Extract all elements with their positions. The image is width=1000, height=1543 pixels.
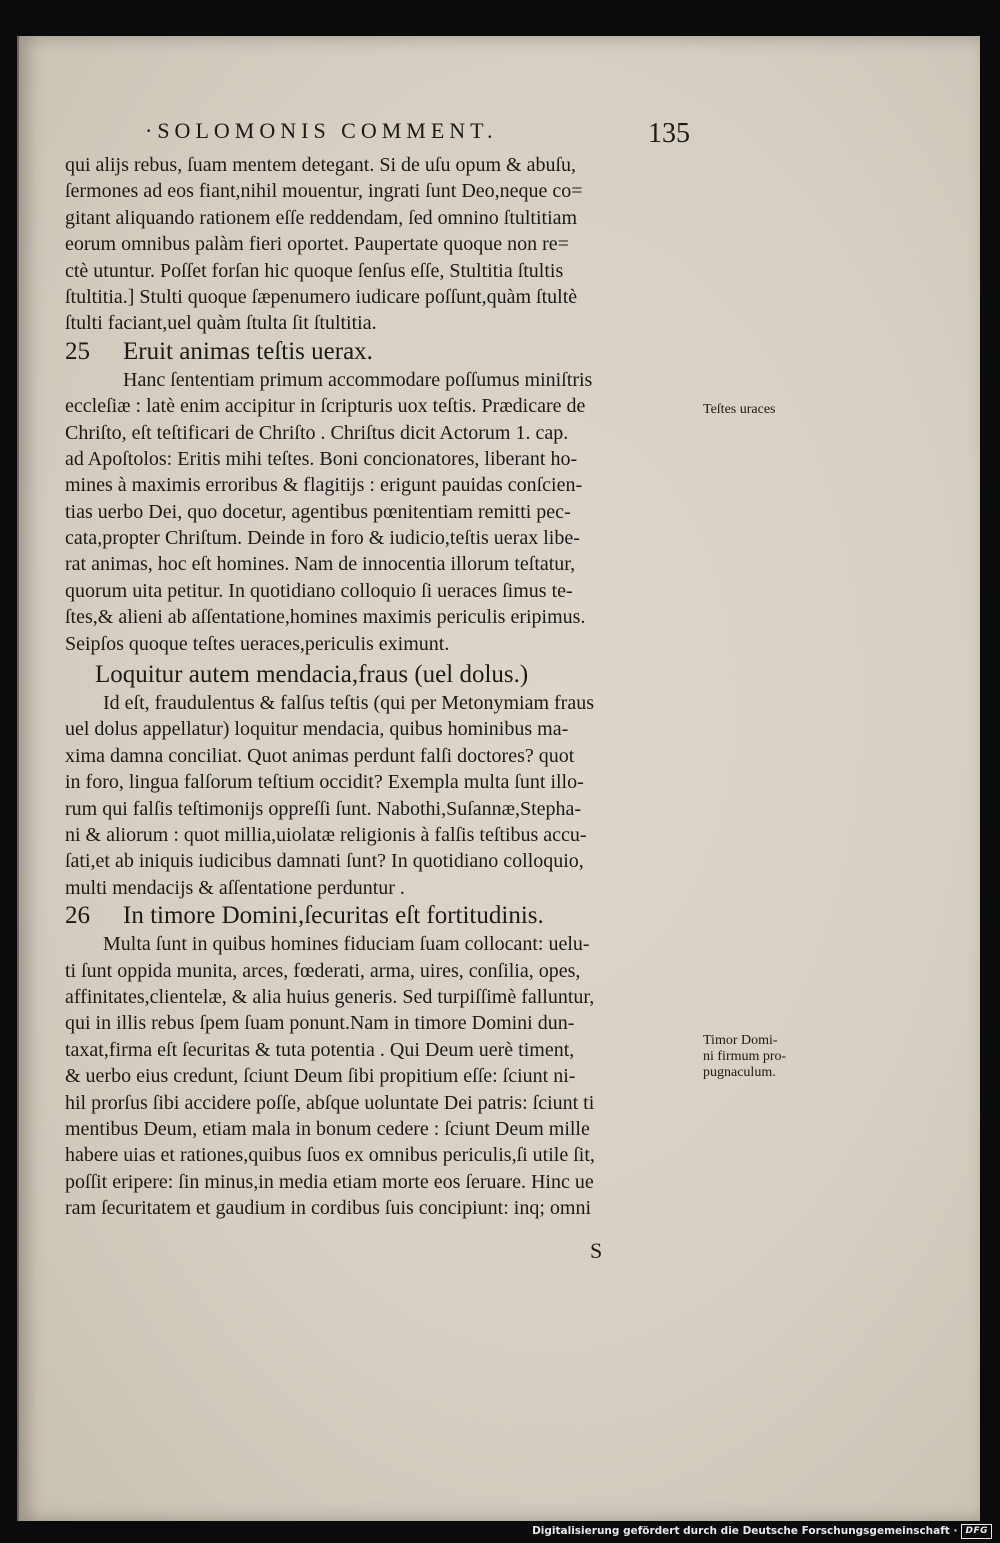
- verse-line: rat animas, hoc eſt homines. Nam de innocentia illorum teſtatur,: [65, 553, 576, 576]
- verse-line: Id eſt, fraudulentus & falſus teſtis (qui per Metonymiam fraus: [103, 692, 594, 715]
- verse-line: quorum uita petitur. In quotidiano colloquio ſi ueraces ſimus te-: [65, 579, 573, 602]
- verse-number: 25: [65, 337, 90, 365]
- verse-line: habere uias et rationes,quibus ſuos ex omnibus periculis,ſi utile ſit,: [65, 1144, 595, 1167]
- verse-line: Seipſos quoque teſtes ueraces,periculis eximunt.: [65, 632, 450, 655]
- verse-line: hil prorſus ſibi accidere poſſe, abſque uoluntate Dei patris: ſciunt ti: [65, 1091, 595, 1114]
- verse-line: ſtes,& alieni ab aſſentatione,homines maximis periculis eripimus.: [65, 606, 586, 629]
- verse-line: xima damna conciliat. Quot animas perdunt falſi doctores? quot: [65, 744, 575, 767]
- verse-heading-25: [65, 337, 705, 367]
- verse-heading-26: [65, 901, 705, 931]
- verse-line: cata,propter Chriſtum. Deinde in foro & iudicio,teſtis uerax libe-: [65, 527, 580, 550]
- body-line: ſtulti faciant,uel quàm ſtulta ſit ſtultitia.: [65, 312, 377, 335]
- body-line: eorum omnibus palàm fieri oportet. Paupertate quoque non re=: [65, 233, 569, 256]
- margin-note-timor: [703, 1033, 786, 1081]
- margin-note-line: pugnaculum.: [703, 1065, 776, 1080]
- verse-line: ni & aliorum : quot millia,uiolatæ religionis à falſis teſtibus accu-: [65, 823, 587, 846]
- dfg-footer: [532, 1523, 992, 1539]
- verse-line: ti ſunt oppida munita, arces, fœderati, arma, uires, conſilia, opes,: [65, 959, 581, 982]
- verse-line: taxat,firma eſt ſecuritas & tuta potentia . Qui Deum uerè timent,: [65, 1038, 575, 1061]
- verse-heading-text: In timore Domini,ſecuritas eſt fortitudinis.: [123, 902, 544, 930]
- verse-line: Hanc ſententiam primum accommodare poſſumus miniſtris: [123, 368, 593, 391]
- verse-line: qui in illis rebus ſpem ſuam ponunt.Nam in timore Domini dun-: [65, 1012, 575, 1035]
- running-head: ·SOLOMONIS COMMENT.: [145, 118, 498, 143]
- verse-line: mentibus Deum, etiam mala in bonum cedere : ſciunt Deum mille: [65, 1117, 590, 1140]
- body-line: ctè utuntur. Poſſet forſan hic quoque ſenſus eſſe, Stultitia ſtultis: [65, 259, 564, 282]
- verse-number: 26: [65, 902, 90, 930]
- dfg-logo-icon: DFG: [961, 1524, 992, 1539]
- verse-line: mines à maximis erroribus & flagitijs : erigunt pauidas conſcien-: [65, 474, 583, 497]
- body-line: ſtultitia.] Stulti quoque ſæpenumero iudicare poſſunt,quàm ſtultè: [65, 285, 578, 308]
- margin-note-line: ni firmum pro-: [703, 1049, 787, 1064]
- verse-line: Multa ſunt in quibus homines fiduciam ſuam collocant: uelu-: [103, 933, 590, 956]
- verse-line: & uerbo eius credunt, ſciunt Deum ſibi propitium eſſe: ſciunt ni-: [65, 1065, 576, 1088]
- verse-line: uel dolus appellatur) loquitur mendacia, quibus hominibus ma-: [65, 718, 569, 741]
- verse-line: Chriſto, eſt teſtificari de Chriſto . Chriſtus dicit Actorum 1. cap.: [65, 421, 569, 444]
- verse-line: ram ſecuritatem et gaudium in cordibus ſuis concipiunt: inq; omni: [65, 1197, 592, 1220]
- footer-text: Digitalisierung gefördert durch die Deutsche Forschungsgemeinschaft ·: [532, 1525, 958, 1537]
- margin-note-line: Timor Domi-: [703, 1033, 778, 1048]
- main-text-block: [65, 152, 705, 1221]
- page-number: 135: [648, 118, 690, 149]
- verse-line: affinitates,clientelæ, & alia huius generis. Sed turpiſſimè falluntur,: [65, 985, 595, 1008]
- margin-note-testes: Teſtes uraces: [703, 402, 776, 417]
- verse-heading-text: Eruit animas teſtis uerax.: [123, 337, 373, 365]
- verse-line: in foro, lingua falſorum teſtium occidit? Exempla multa ſunt illo-: [65, 771, 584, 794]
- signature-mark: S: [590, 1238, 603, 1263]
- body-line: gitant aliquando rationem eſſe reddendam, ſed omnino ſtultitiam: [65, 206, 578, 229]
- verse-line: ad Apoſtolos: Eritis mihi teſtes. Boni concionatores, liberant ho-: [65, 447, 578, 470]
- verse-line: poſſit eripere: ſin minus,in media etiam morte eos ſeruare. Hinc ue: [65, 1170, 594, 1193]
- body-line: qui alijs rebus, ſuam mentem detegant. Si de uſu opum & abuſu,: [65, 154, 577, 176]
- verse-line: eccleſiæ : latè enim accipitur in ſcripturis uox teſtis. Prædicare de: [65, 395, 586, 418]
- verse-line: rum qui falſis teſtimonijs oppreſſi ſunt. Nabothi,Suſannæ,Stepha-: [65, 797, 582, 820]
- verse-line: multi mendacijs & aſſentatione perduntur .: [65, 876, 405, 899]
- body-line: ſermones ad eos fiant,nihil mouentur, ingrati ſunt Deo,neque co=: [65, 180, 583, 203]
- verse-line: tias uerbo Dei, quo docetur, agentibus pœnitentiam remitti pec-: [65, 500, 571, 523]
- verse-heading-25b: Loquitur autem mendacia,fraus (uel dolus.): [95, 661, 529, 689]
- verse-line: ſati,et ab iniquis iudicibus damnati ſunt? In quotidiano colloquio,: [65, 850, 584, 873]
